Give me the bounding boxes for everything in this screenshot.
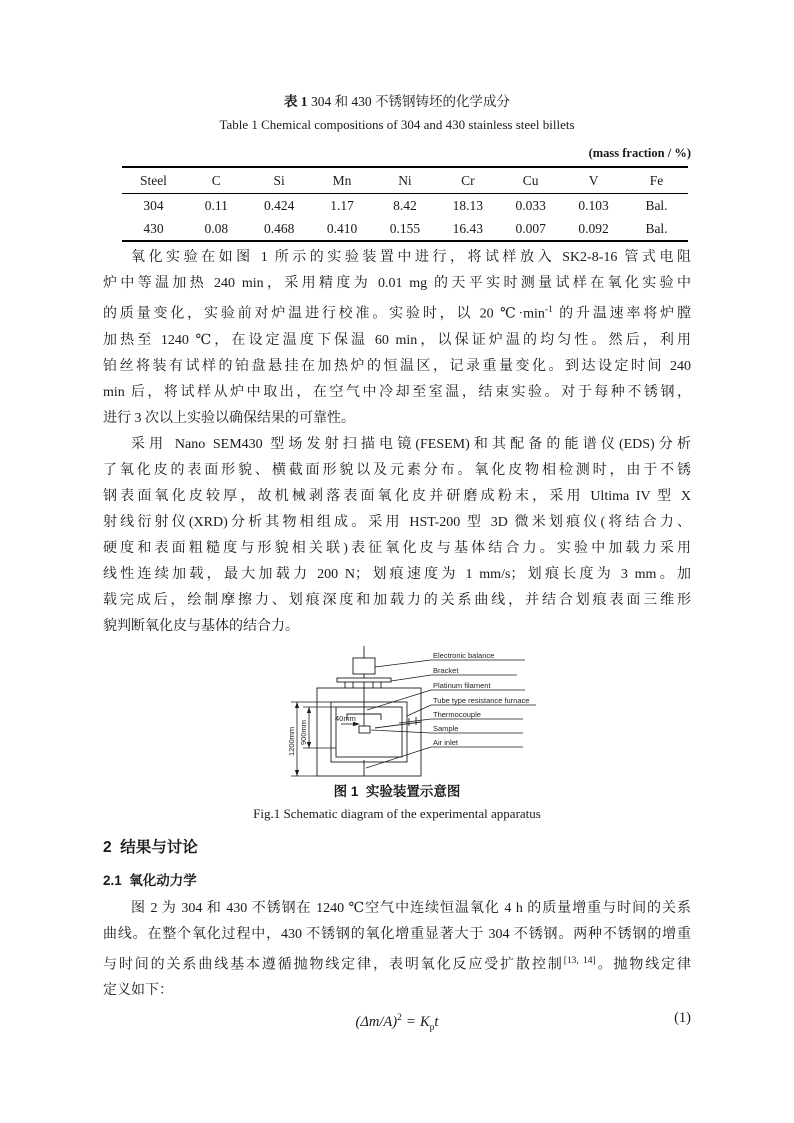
subsection-heading: 2.1 氧化动力学 xyxy=(103,872,197,888)
table-cell: 0.08 xyxy=(204,220,229,236)
label-air-inlet: Air inlet xyxy=(433,737,459,747)
body-text: 线性连续加载，最大加载力 200 N；划痕速度为 1 mm/s；划痕长度为 3 mm。加 xyxy=(103,566,691,582)
paragraph-line xyxy=(103,406,691,432)
table-header-cell: Cu xyxy=(499,167,562,194)
body-text: 采用 Nano SEM430 型场发射扫描电镜(FESEM)和其配备的能谱仪(EDS)分析 xyxy=(131,436,691,452)
arrowhead xyxy=(295,702,299,708)
equation-coefficient: K xyxy=(420,1014,430,1031)
table-cell: 0.410 xyxy=(326,220,358,236)
apparatus-schematic-svg xyxy=(285,642,537,782)
table-header-cell: Ni xyxy=(374,167,437,194)
paragraph-line xyxy=(103,245,691,271)
leader-tube-furnace xyxy=(407,705,431,716)
unit-note: (mass fraction / %) xyxy=(588,146,691,160)
paragraph-line xyxy=(103,328,691,354)
equation-lhs: (Δm/A) xyxy=(355,1014,398,1031)
paragraph-line xyxy=(103,458,691,484)
body-text: 貌判断氧化皮与基体的结合力。 xyxy=(103,618,299,634)
paragraph-line xyxy=(103,978,691,1004)
body-text: 。抛物线定律 xyxy=(595,957,692,973)
equation-row xyxy=(103,1008,691,1038)
body-text: 图 2 为 304 和 430 不锈钢在 1240 ℃空气中连续恒温氧化 4 h 的质量增重与时间的关系 xyxy=(131,900,691,916)
body-text: 的升温速率将炉膛 xyxy=(552,306,692,322)
body-text: 铂丝将装有试样的铂盘悬挂在加热炉的恒温区，记录重量变化。到达设定时间 240 xyxy=(103,358,691,374)
table-cell: 0.092 xyxy=(578,220,609,236)
table-cell: 8.42 xyxy=(393,197,417,213)
label-thermocouple: Thermocouple xyxy=(433,709,481,719)
bracket-plate xyxy=(337,678,391,682)
table-cell: 0.424 xyxy=(264,197,295,213)
table-header-row xyxy=(122,167,688,194)
table-cell: 0.11 xyxy=(204,197,228,213)
table-header-cell: Si xyxy=(248,167,311,194)
sample-box xyxy=(359,726,370,733)
paragraph-line xyxy=(103,297,691,328)
body-text: 的质量变化，实验前对炉温进行校准。实验时，以 20 ℃·min xyxy=(103,306,545,322)
table-row xyxy=(122,194,688,218)
label-tube-furnace: Tube type resistance furnace xyxy=(433,695,530,705)
table-cell: 0.007 xyxy=(515,220,546,236)
table-cell: 0.033 xyxy=(515,197,546,213)
equation-number: (1) xyxy=(674,1010,691,1027)
arrowhead xyxy=(295,770,299,776)
equation-coefficient-sub: p xyxy=(429,1023,435,1034)
figure-caption-zh: 图 1 实验装置示意图 xyxy=(333,783,461,799)
leader-sample xyxy=(371,730,431,733)
body-text: 与时间的关系曲线基本遵循抛物线定律，表明氧化反应受扩散控制 xyxy=(103,957,564,973)
table-title-zh-text: 304 和 430 不锈钢铸坯的化学成分 xyxy=(307,94,511,109)
paragraph-line xyxy=(103,614,691,640)
superscript-text: -1 xyxy=(544,305,553,315)
body-text: 加热至 1240 ℃，在设定温度下保温 60 min，以保证炉温的均匀性。然后，利用 xyxy=(103,332,691,348)
body-text: 炉中等温加热 240 min，采用精度为 0.01 mg 的天平实时测量试样在氧化实验中 xyxy=(103,276,691,291)
paragraph-line xyxy=(103,948,691,979)
paragraph-characterization-methods xyxy=(103,432,691,640)
body-text: 硬度和表面粗糙度与形貌相关联)表征氧化皮与基体结合力。实验中加载力采用 xyxy=(103,540,691,556)
table-cell: 0.468 xyxy=(264,220,295,236)
table-header-cell: Cr xyxy=(436,167,499,194)
table-cell: 16.43 xyxy=(452,220,483,236)
paragraph-oxidation-experiment xyxy=(103,245,691,432)
paragraph-line xyxy=(103,896,691,922)
figure-apparatus-diagram xyxy=(285,642,537,782)
paragraph-line xyxy=(103,484,691,510)
table-cell: Bal. xyxy=(645,197,668,213)
body-text: 氧化实验在如图 1 所示的实验装置中进行，将试样放入 SK2-8-16 管式电阻 xyxy=(131,250,691,265)
tube-furnace-outer-wall xyxy=(331,702,407,762)
body-text: min 后，将试样从炉中取出，在空气中冷却至室温，结束实验。对于每种不锈钢， xyxy=(103,384,691,400)
paragraph-line xyxy=(103,510,691,536)
table-header-cell: C xyxy=(185,167,248,194)
apparatus-drawing xyxy=(317,646,421,776)
body-text: 了氧化皮的表面形貌、横截面形貌以及元素分布。氧化皮物相检测时，由于不锈 xyxy=(103,462,691,478)
thermocouple-line xyxy=(375,722,421,728)
leader-bracket xyxy=(391,675,431,681)
body-text: 进行 3 次以上实验以确保结果的可靠性。 xyxy=(103,410,355,426)
body-text: 载完成后，绘制摩擦力、划痕深度和加载力的关系曲线，并结合划痕表面三维形 xyxy=(103,592,691,608)
table-cell: 1.17 xyxy=(330,197,354,213)
paragraph-line xyxy=(103,354,691,380)
label-platinum-filament: Platinum filament xyxy=(433,680,491,690)
equation-equals: = xyxy=(406,1014,415,1031)
section-heading: 2 结果与讨论 xyxy=(103,838,198,856)
paragraph-line xyxy=(103,536,691,562)
table-title-en: Table 1 Chemical compositions of 304 and 430 stainless steel billets xyxy=(219,117,575,132)
table-header-cell: Fe xyxy=(625,167,688,194)
dimension-sample-label: 40mm xyxy=(335,713,356,723)
table-header-cell: V xyxy=(562,167,625,194)
figure-caption-en: Fig.1 Schematic diagram of the experimental apparatus xyxy=(253,805,541,821)
label-sample: Sample xyxy=(433,723,459,733)
table-cell: 0.155 xyxy=(389,220,421,236)
table-header-cell: Steel xyxy=(122,167,185,194)
table-cell: 18.13 xyxy=(452,197,483,213)
table-header-cell: Mn xyxy=(311,167,374,194)
paragraph-line xyxy=(103,271,691,297)
body-text: 定义如下： xyxy=(103,983,173,999)
paragraph-line xyxy=(103,432,691,458)
table-cell: 304 xyxy=(143,197,164,213)
paragraph-line xyxy=(103,380,691,406)
parabolic-law-equation xyxy=(355,1013,439,1034)
paragraph-oxidation-kinetics xyxy=(103,896,691,1005)
dimension-inner-label: 900mm xyxy=(299,719,308,745)
paragraph-line xyxy=(103,562,691,588)
arrowhead xyxy=(307,707,311,713)
body-text: 钢表面氧化皮较厚，故机械剥落表面氧化皮并研磨成粉末，采用 Ultima IV 型 X xyxy=(103,488,691,504)
superscript-text: [13, 14] xyxy=(563,955,596,966)
paragraph-line xyxy=(103,588,691,614)
dimension-outer-label: 1200mm xyxy=(287,726,296,756)
body-text: 射线衍射仪(XRD)分析其物相组成。采用 HST-200 型 3D 微米划痕仪(将结合力、 xyxy=(103,514,691,530)
equation-variable: t xyxy=(434,1014,439,1031)
body-text: 曲线。在整个氧化过程中，430 不锈钢的氧化增重显著大于 304 不锈钢。两种不锈钢的增重 xyxy=(103,926,691,942)
table-row xyxy=(122,217,688,241)
table-cell: 430 xyxy=(143,220,164,236)
leader-electronic-balance xyxy=(375,660,431,667)
table-title-zh-label: 表 1 xyxy=(283,94,308,109)
table-cell: Bal. xyxy=(645,220,668,236)
label-bracket: Bracket xyxy=(433,665,459,675)
electronic-balance-box xyxy=(353,658,375,674)
equation-exponent: 2 xyxy=(397,1013,402,1024)
label-electronic-balance: Electronic balance xyxy=(433,650,495,660)
paragraph-line xyxy=(103,922,691,948)
table-cell: 0.103 xyxy=(578,197,609,213)
composition-table xyxy=(122,166,688,242)
table-title-zh xyxy=(103,94,691,110)
